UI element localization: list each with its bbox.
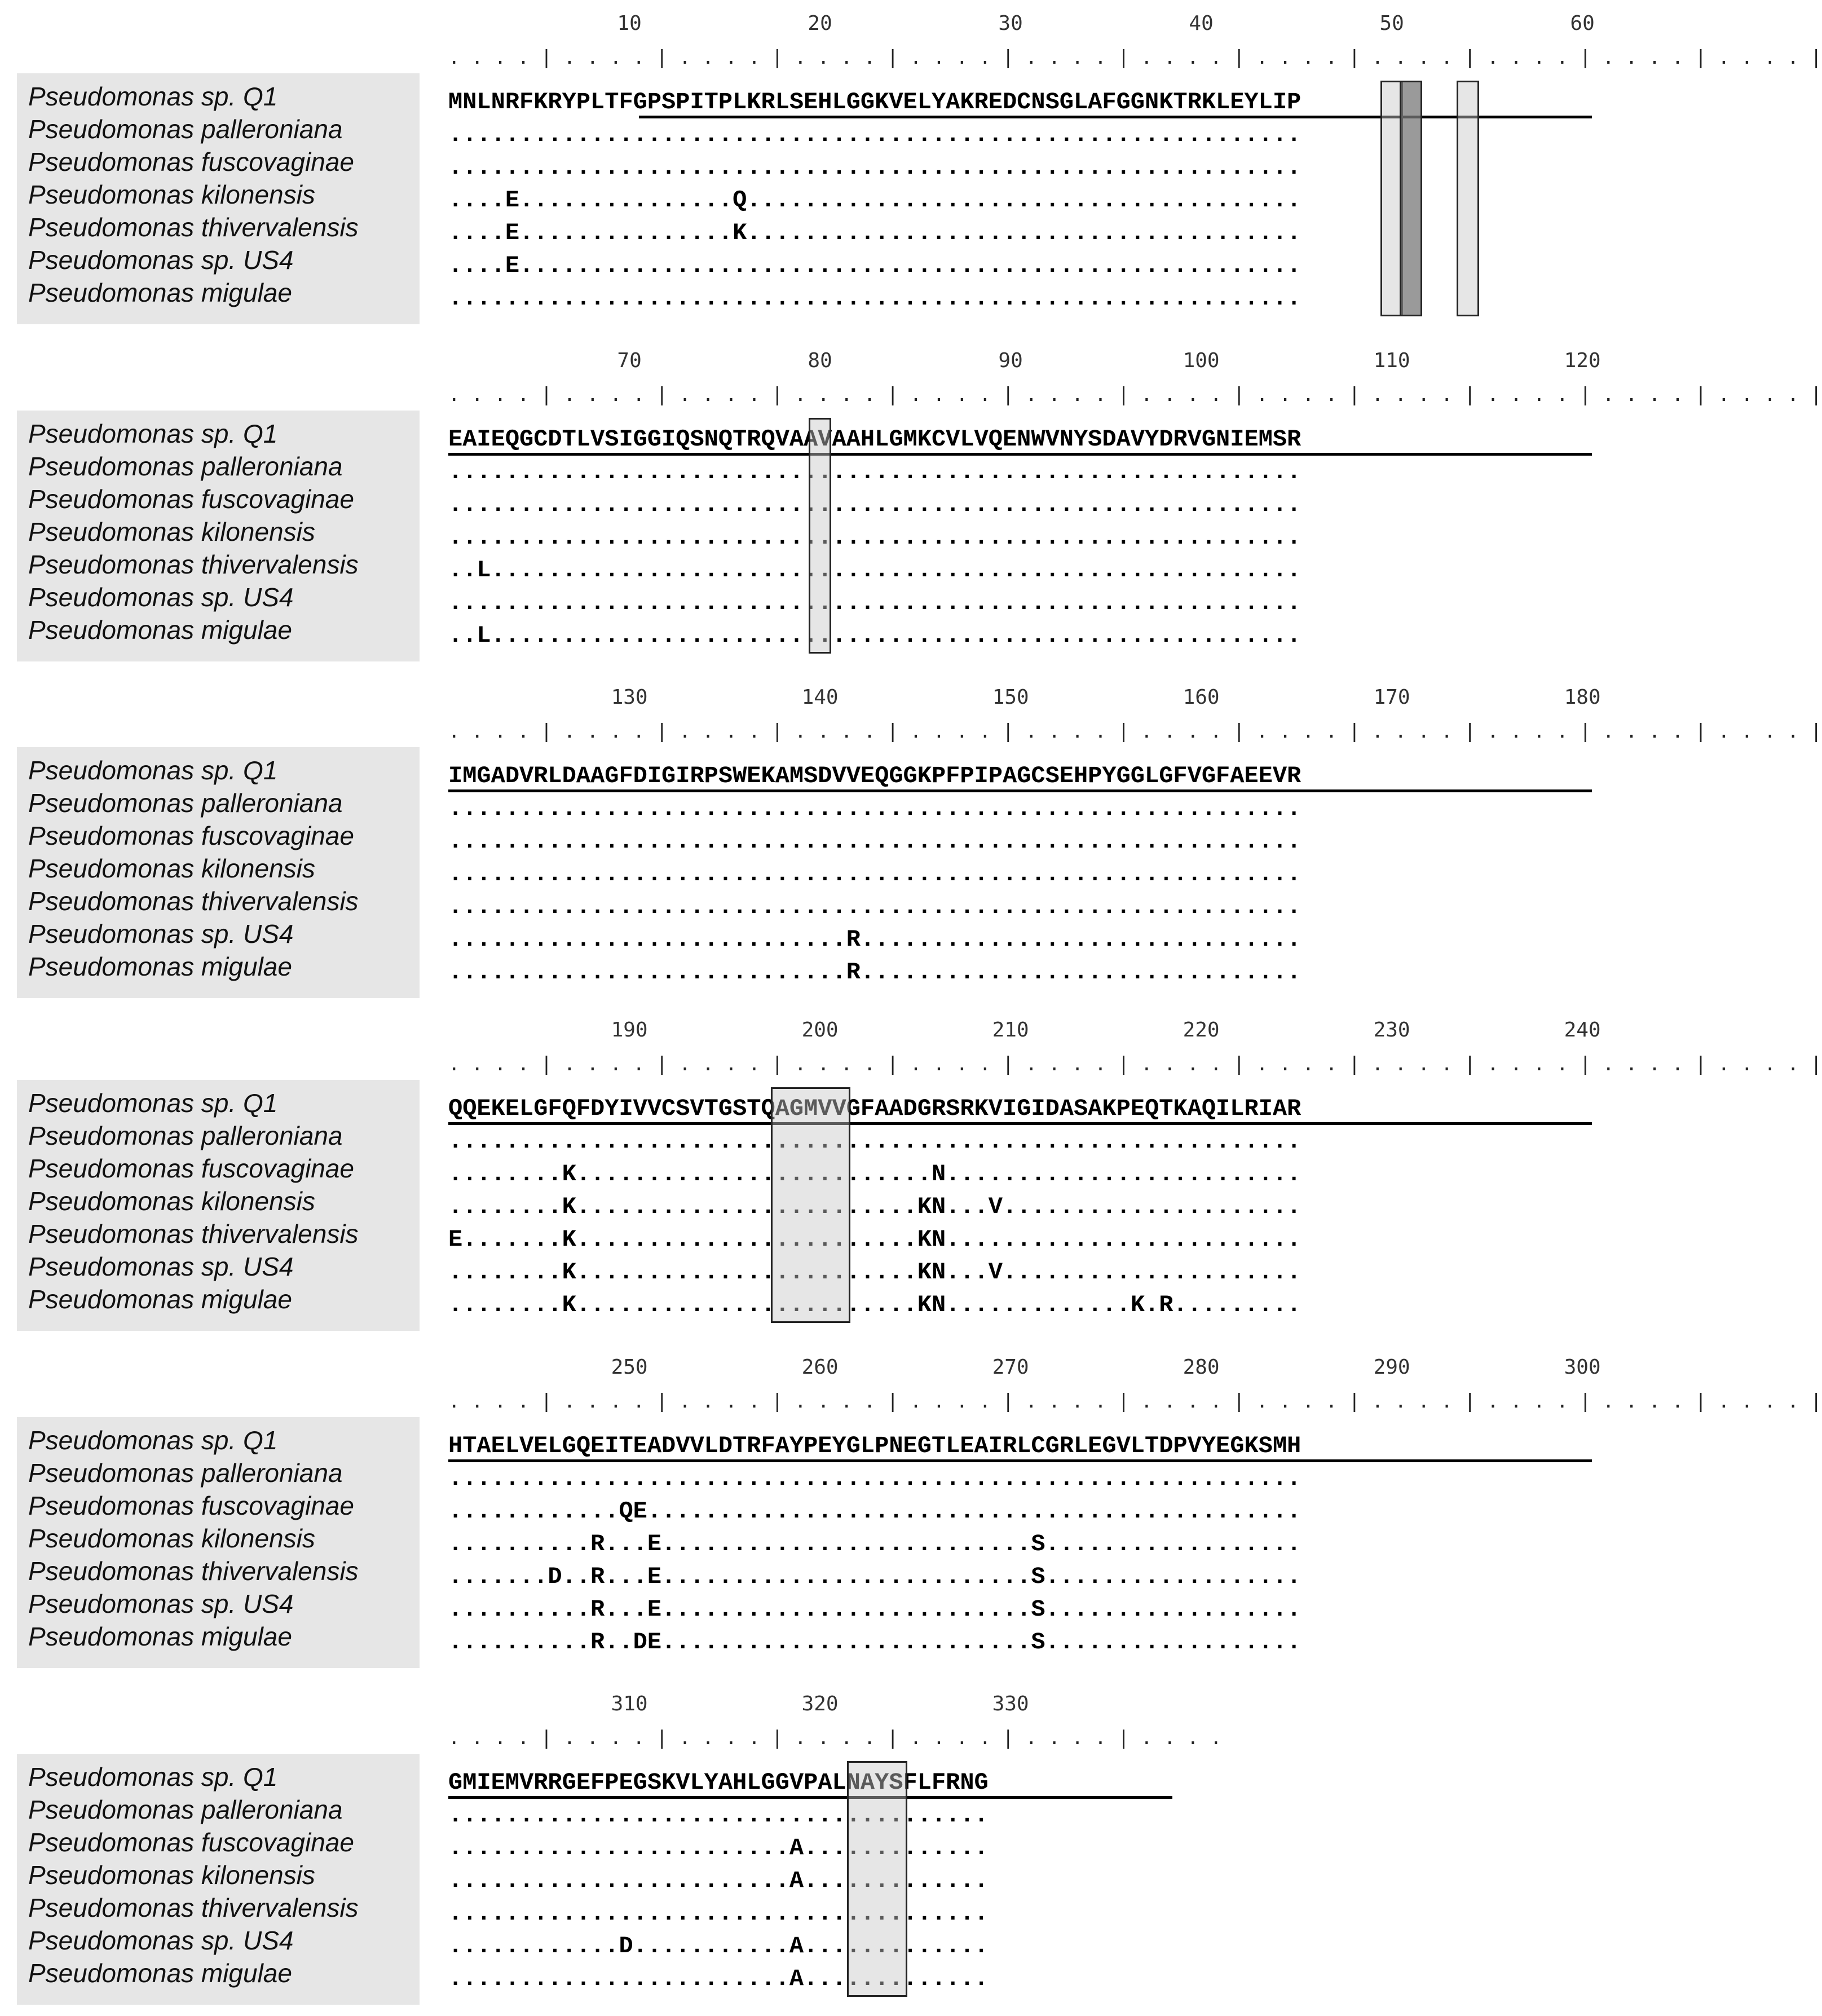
species-label: Pseudomonas sp. US4 <box>28 919 294 949</box>
position-tick-label: 270 <box>992 1356 1029 1379</box>
variant-sequence-row: ..L......................................................... <box>448 557 1302 584</box>
variant-sequence-row: ........K........................KN.............K.R......... <box>448 1291 1302 1318</box>
alignment-block <box>0 349 1822 664</box>
position-tick-label: 210 <box>992 1018 1029 1042</box>
position-tick-label: 100 <box>1183 349 1220 372</box>
position-tick-label: 130 <box>611 686 648 709</box>
position-tick-label: 180 <box>1564 686 1601 709</box>
position-ruler: . . . . | . . . . | . . . . | . . . . | . . . . | . . . . | . . . . | . . . . | . . . . | . . . . | . . . . | . . . . | <box>448 383 1822 406</box>
position-tick-label: 300 <box>1564 1356 1601 1379</box>
reference-underline <box>448 1122 1592 1125</box>
species-label: Pseudomonas fuscovaginae <box>28 147 354 177</box>
position-tick-label: 40 <box>1189 12 1214 35</box>
position-tick-label: 310 <box>611 1692 648 1715</box>
reference-sequence: EAIEQGCDTLVSIGGIQSNQTRQVAAVAAHLGMKCVLVQENWVNYSDAVYDRVGNIEMSR <box>448 426 1302 453</box>
position-tick-label: 190 <box>611 1018 648 1042</box>
variant-sequence-row: ............................................................ <box>448 795 1302 822</box>
position-tick-label: 80 <box>808 349 832 372</box>
species-label: Pseudomonas palleroniana <box>28 114 343 144</box>
conserved-residue-highlight <box>771 1087 850 1323</box>
species-label: Pseudomonas sp. US4 <box>28 245 294 275</box>
variant-sequence-row: ............................................................ <box>448 458 1302 486</box>
position-ruler: . . . . | . . . . | . . . . | . . . . | . . . . | . . . . | . . . . | . . . . | . . . . | . . . . | . . . . | . . . . | <box>448 720 1822 743</box>
reference-sequence: MNLNRFKRYPLTFGPSPITPLKRLSEHLGGKVELYAKREDCNSGLAFGGNKTRKLEYLIP <box>448 89 1302 116</box>
species-label: Pseudomonas kilonensis <box>28 1186 315 1216</box>
species-label: Pseudomonas kilonensis <box>28 1524 315 1553</box>
species-label: Pseudomonas thivervalensis <box>28 213 359 242</box>
variant-sequence-row: .......D..R...E..........................S.................. <box>448 1563 1302 1590</box>
species-label: Pseudomonas thivervalensis <box>28 886 359 916</box>
position-tick-label: 290 <box>1373 1356 1410 1379</box>
species-label: Pseudomonas sp. US4 <box>28 583 294 612</box>
reference-sequence: QQEKELGFQFDYIVVCSVTGSTQAGMVVGFAADGRSRKVIGIDASAKPEQTKAQILRIAR <box>448 1095 1302 1122</box>
variant-sequence-row: ..........R...E..........................S.................. <box>448 1530 1302 1558</box>
reference-sequence: GMIEMVRRGEFPEGSKVLYAHLGGVPALNAYSFLFRNG <box>448 1769 989 1796</box>
variant-sequence-row: ....E...............Q....................................... <box>448 187 1302 214</box>
position-tick-label: 220 <box>1183 1018 1220 1042</box>
variant-sequence-row: ............................................................ <box>448 1128 1302 1155</box>
position-tick-label: 330 <box>992 1692 1029 1715</box>
reference-underline <box>448 1796 1172 1799</box>
species-label: Pseudomonas sp. Q1 <box>28 1426 278 1455</box>
species-label: Pseudomonas palleroniana <box>28 1795 343 1824</box>
position-tick-label: 70 <box>617 349 642 372</box>
species-label: Pseudomonas migulae <box>28 1622 292 1651</box>
alignment-block <box>0 1692 1629 2008</box>
position-tick-label: 90 <box>998 349 1023 372</box>
position-tick-label: 20 <box>808 12 832 35</box>
variant-sequence-row: ....E...............K....................................... <box>448 219 1302 246</box>
conserved-residue-highlight <box>847 1761 907 1997</box>
variant-sequence-row: ........................A............. <box>448 1834 989 1861</box>
species-label: Pseudomonas kilonensis <box>28 1860 315 1890</box>
position-tick-label: 50 <box>1379 12 1404 35</box>
species-label: Pseudomonas palleroniana <box>28 788 343 818</box>
alignment-block <box>0 11 1822 327</box>
variant-sequence-row: ..........R..DE..........................S.................. <box>448 1629 1302 1656</box>
species-label: Pseudomonas sp. US4 <box>28 1252 294 1281</box>
position-tick-label: 230 <box>1373 1018 1410 1042</box>
variant-sequence-row: ............................................................ <box>448 285 1302 312</box>
species-label: Pseudomonas thivervalensis <box>28 1893 359 1922</box>
species-label: Pseudomonas migulae <box>28 278 292 307</box>
species-label: Pseudomonas sp. Q1 <box>28 1762 278 1792</box>
variant-sequence-row: ........K........................KN...V..................... <box>448 1193 1302 1220</box>
position-ruler: . . . . | . . . . | . . . . | . . . . | . . . . | . . . . | . . . . | . . . . | . . . . | . . . . | . . . . | . . . . | <box>448 46 1822 69</box>
species-label: Pseudomonas migulae <box>28 952 292 981</box>
position-tick-label: 150 <box>992 686 1029 709</box>
variant-sequence-row: E.......K........................KN......................... <box>448 1226 1302 1253</box>
species-label: Pseudomonas migulae <box>28 1958 292 1988</box>
species-label: Pseudomonas fuscovaginae <box>28 484 354 514</box>
variant-sequence-row: ............................................................ <box>448 861 1302 888</box>
reference-underline <box>448 1459 1592 1462</box>
alignment-block <box>0 1018 1822 1334</box>
species-label: Pseudomonas migulae <box>28 615 292 645</box>
reference-underline <box>639 116 1592 118</box>
variant-sequence-row: ............................................................ <box>448 121 1302 148</box>
position-tick-label: 170 <box>1373 686 1410 709</box>
species-label: Pseudomonas sp. Q1 <box>28 1088 278 1118</box>
variant-sequence-row: ....E....................................................... <box>448 252 1302 279</box>
position-tick-label: 240 <box>1564 1018 1601 1042</box>
species-label: Pseudomonas sp. Q1 <box>28 82 278 111</box>
variant-sequence-row: ............................................................ <box>448 828 1302 855</box>
variant-sequence-row: ............................................................ <box>448 893 1302 920</box>
variant-sequence-row: ............D...........A............. <box>448 1933 989 1960</box>
position-tick-label: 140 <box>801 686 839 709</box>
position-ruler: . . . . | . . . . | . . . . | . . . . | . . . . | . . . . | . . . . | . . . . | . . . . | . . . . | . . . . | . . . . | <box>448 1390 1822 1413</box>
species-label: Pseudomonas palleroniana <box>28 1121 343 1150</box>
variant-sequence-row: ............................................................ <box>448 491 1302 518</box>
position-tick-label: 30 <box>998 12 1023 35</box>
position-tick-label: 110 <box>1373 349 1410 372</box>
conserved-residue-highlight <box>1400 81 1422 316</box>
variant-sequence-row: ............................R............................... <box>448 926 1302 953</box>
species-label: Pseudomonas thivervalensis <box>28 1219 359 1249</box>
variant-sequence-row: ............................R............................... <box>448 959 1302 986</box>
position-tick-label: 60 <box>1570 12 1595 35</box>
species-label: Pseudomonas palleroniana <box>28 452 343 481</box>
position-tick-label: 120 <box>1564 349 1601 372</box>
variant-sequence-row: ...................................... <box>448 1802 989 1829</box>
variant-sequence-row: ............................................................ <box>448 524 1302 551</box>
species-label: Pseudomonas sp. Q1 <box>28 756 278 785</box>
reference-underline <box>448 453 1592 456</box>
species-label: Pseudomonas palleroniana <box>28 1458 343 1488</box>
species-label: Pseudomonas kilonensis <box>28 180 315 209</box>
alignment-block <box>0 685 1822 1001</box>
species-label: Pseudomonas fuscovaginae <box>28 1154 354 1183</box>
variant-sequence-row: ........K........................KN...V..................... <box>448 1259 1302 1286</box>
variant-sequence-row: ........K.........................N......................... <box>448 1161 1302 1188</box>
position-tick-label: 200 <box>801 1018 839 1042</box>
variant-sequence-row: ..L......................................................... <box>448 622 1302 649</box>
conserved-residue-highlight <box>809 418 831 654</box>
reference-sequence: HTAELVELGQEITEADVVLDTRFAYPEYGLPNEGTLEAIRLCGRLEGVLTDPVYEGKSMH <box>448 1432 1302 1459</box>
species-label: Pseudomonas kilonensis <box>28 517 315 546</box>
alignment-block <box>0 1355 1822 1671</box>
position-tick-label: 280 <box>1183 1356 1220 1379</box>
variant-sequence-row: ............................................................ <box>448 1465 1302 1492</box>
species-label: Pseudomonas sp. US4 <box>28 1926 294 1955</box>
position-ruler: . . . . | . . . . | . . . . | . . . . | . . . . | . . . . | . . . . | . . . . | . . . . | . . . . | . . . . | . . . . | <box>448 1053 1822 1075</box>
species-label: Pseudomonas fuscovaginae <box>28 1491 354 1520</box>
reference-underline <box>448 789 1592 792</box>
species-label: Pseudomonas sp. US4 <box>28 1589 294 1618</box>
position-tick-label: 250 <box>611 1356 648 1379</box>
position-tick-label: 10 <box>617 12 642 35</box>
species-label: Pseudomonas thivervalensis <box>28 550 359 579</box>
species-label: Pseudomonas sp. Q1 <box>28 419 278 448</box>
reference-sequence: IMGADVRLDAAGFDIGIRPSWEKAMSDVVEQGGKPFPIPAGCSEHPYGGLGFVGFAEEVR <box>448 762 1302 789</box>
position-tick-label: 160 <box>1183 686 1220 709</box>
position-tick-label: 260 <box>801 1356 839 1379</box>
variant-sequence-row: ...................................... <box>448 1900 989 1927</box>
species-label: Pseudomonas thivervalensis <box>28 1556 359 1586</box>
variant-sequence-row: ..........R...E..........................S.................. <box>448 1596 1302 1623</box>
species-label: Pseudomonas kilonensis <box>28 854 315 883</box>
variant-sequence-row: ........................A............. <box>448 1867 989 1894</box>
conserved-residue-highlight <box>1457 81 1479 316</box>
species-label: Pseudomonas fuscovaginae <box>28 821 354 850</box>
position-tick-label: 320 <box>801 1692 839 1715</box>
species-label: Pseudomonas fuscovaginae <box>28 1828 354 1857</box>
species-label: Pseudomonas migulae <box>28 1285 292 1314</box>
variant-sequence-row: ............QE.............................................. <box>448 1498 1302 1525</box>
position-ruler: . . . . | . . . . | . . . . | . . . . | . . . . | . . . . | . . . . <box>448 1727 1222 1749</box>
variant-sequence-row: ............................................................ <box>448 154 1302 181</box>
variant-sequence-row: ............................................................ <box>448 589 1302 616</box>
variant-sequence-row: ........................A............. <box>448 1965 989 1992</box>
